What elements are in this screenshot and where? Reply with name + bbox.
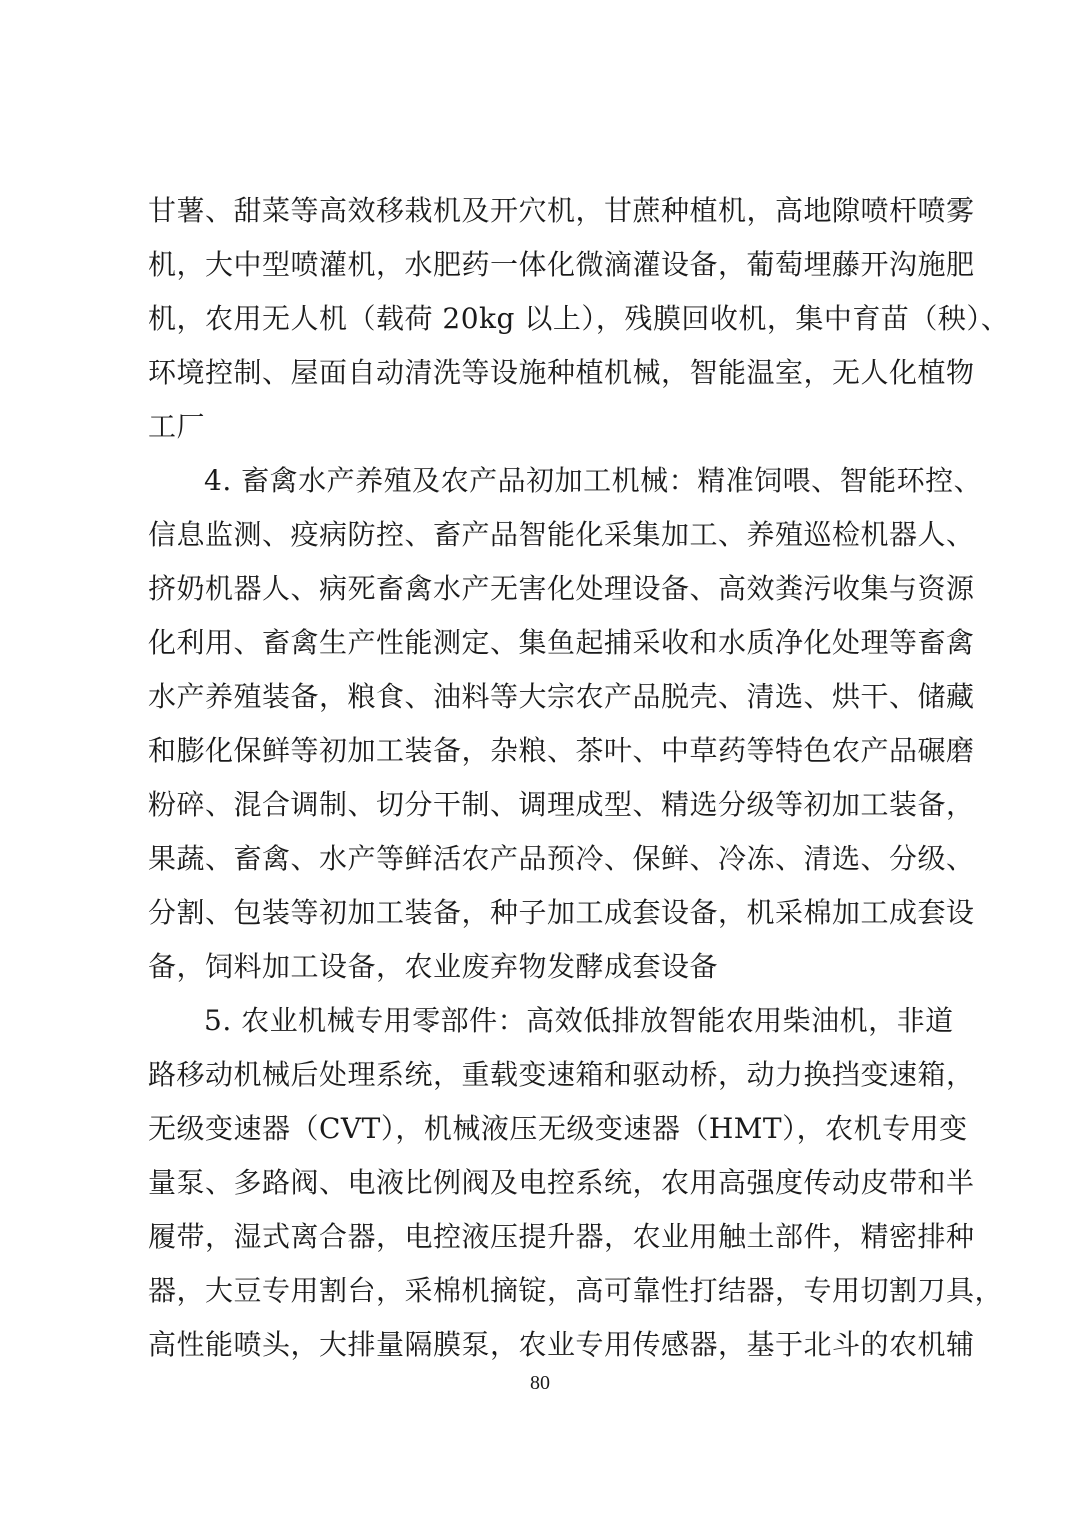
section-heading-line: 5. 农业机械专用零部件：高效低排放智能农用柴油机，非道 [204, 1004, 954, 1037]
text-line: 和膨化保鲜等初加工装备，杂粮、茶叶、中草药等特色农产品碾磨 [148, 734, 975, 767]
text-line: 机，农用无人机（载荷 20kg 以上），残膜回收机，集中育苗（秧）、 [148, 302, 1010, 335]
text-line: 备，饲料加工设备，农业废弃物发酵成套设备 [148, 950, 719, 983]
page-number: 80 [530, 1372, 550, 1394]
text-line: 器，大豆专用割台，采棉机摘锭，高可靠性打结器，专用切割刀具， [148, 1274, 1004, 1307]
text-line: 机，大中型喷灌机，水肥药一体化微滴灌设备，葡萄埋藤开沟施肥 [148, 248, 975, 281]
text-line: 履带，湿式离合器，电控液压提升器，农业用触土部件，精密排种 [148, 1220, 975, 1253]
text-line: 高性能喷头，大排量隔膜泵，农业专用传感器，基于北斗的农机辅 [148, 1328, 975, 1361]
text-line: 挤奶机器人、病死畜禽水产无害化处理设备、高效粪污收集与资源 [148, 572, 975, 605]
text-line: 路移动机械后处理系统，重载变速箱和驱动桥，动力换挡变速箱， [148, 1058, 975, 1091]
text-line: 量泵、多路阀、电液比例阀及电控系统，农用高强度传动皮带和半 [148, 1166, 975, 1199]
text-line: 甘薯、甜菜等高效移栽机及开穴机，甘蔗种植机，高地隙喷杆喷雾 [148, 194, 975, 227]
text-line: 粉碎、混合调制、切分干制、调理成型、精选分级等初加工装备， [148, 788, 975, 821]
text-line: 化利用、畜禽生产性能测定、集鱼起捕采收和水质净化处理等畜禽 [148, 626, 975, 659]
text-line: 信息监测、疫病防控、畜产品智能化采集加工、养殖巡检机器人、 [148, 518, 975, 551]
text-line: 水产养殖装备，粮食、油料等大宗农产品脱壳、清选、烘干、储藏 [148, 680, 975, 713]
section-heading-line: 4. 畜禽水产养殖及农产品初加工机械：精准饲喂、智能环控、 [204, 464, 983, 497]
text-line: 环境控制、屋面自动清洗等设施种植机械，智能温室，无人化植物 [148, 356, 975, 389]
text-line: 工厂 [148, 410, 206, 443]
text-line: 分割、包装等初加工装备，种子加工成套设备，机采棉加工成套设 [148, 896, 975, 929]
body-text [148, 184, 1010, 1372]
text-line: 无级变速器（CVT），机械液压无级变速器（HMT），农机专用变 [148, 1112, 968, 1145]
text-line: 果蔬、畜禽、水产等鲜活农产品预冷、保鲜、冷冻、清选、分级、 [148, 842, 975, 875]
